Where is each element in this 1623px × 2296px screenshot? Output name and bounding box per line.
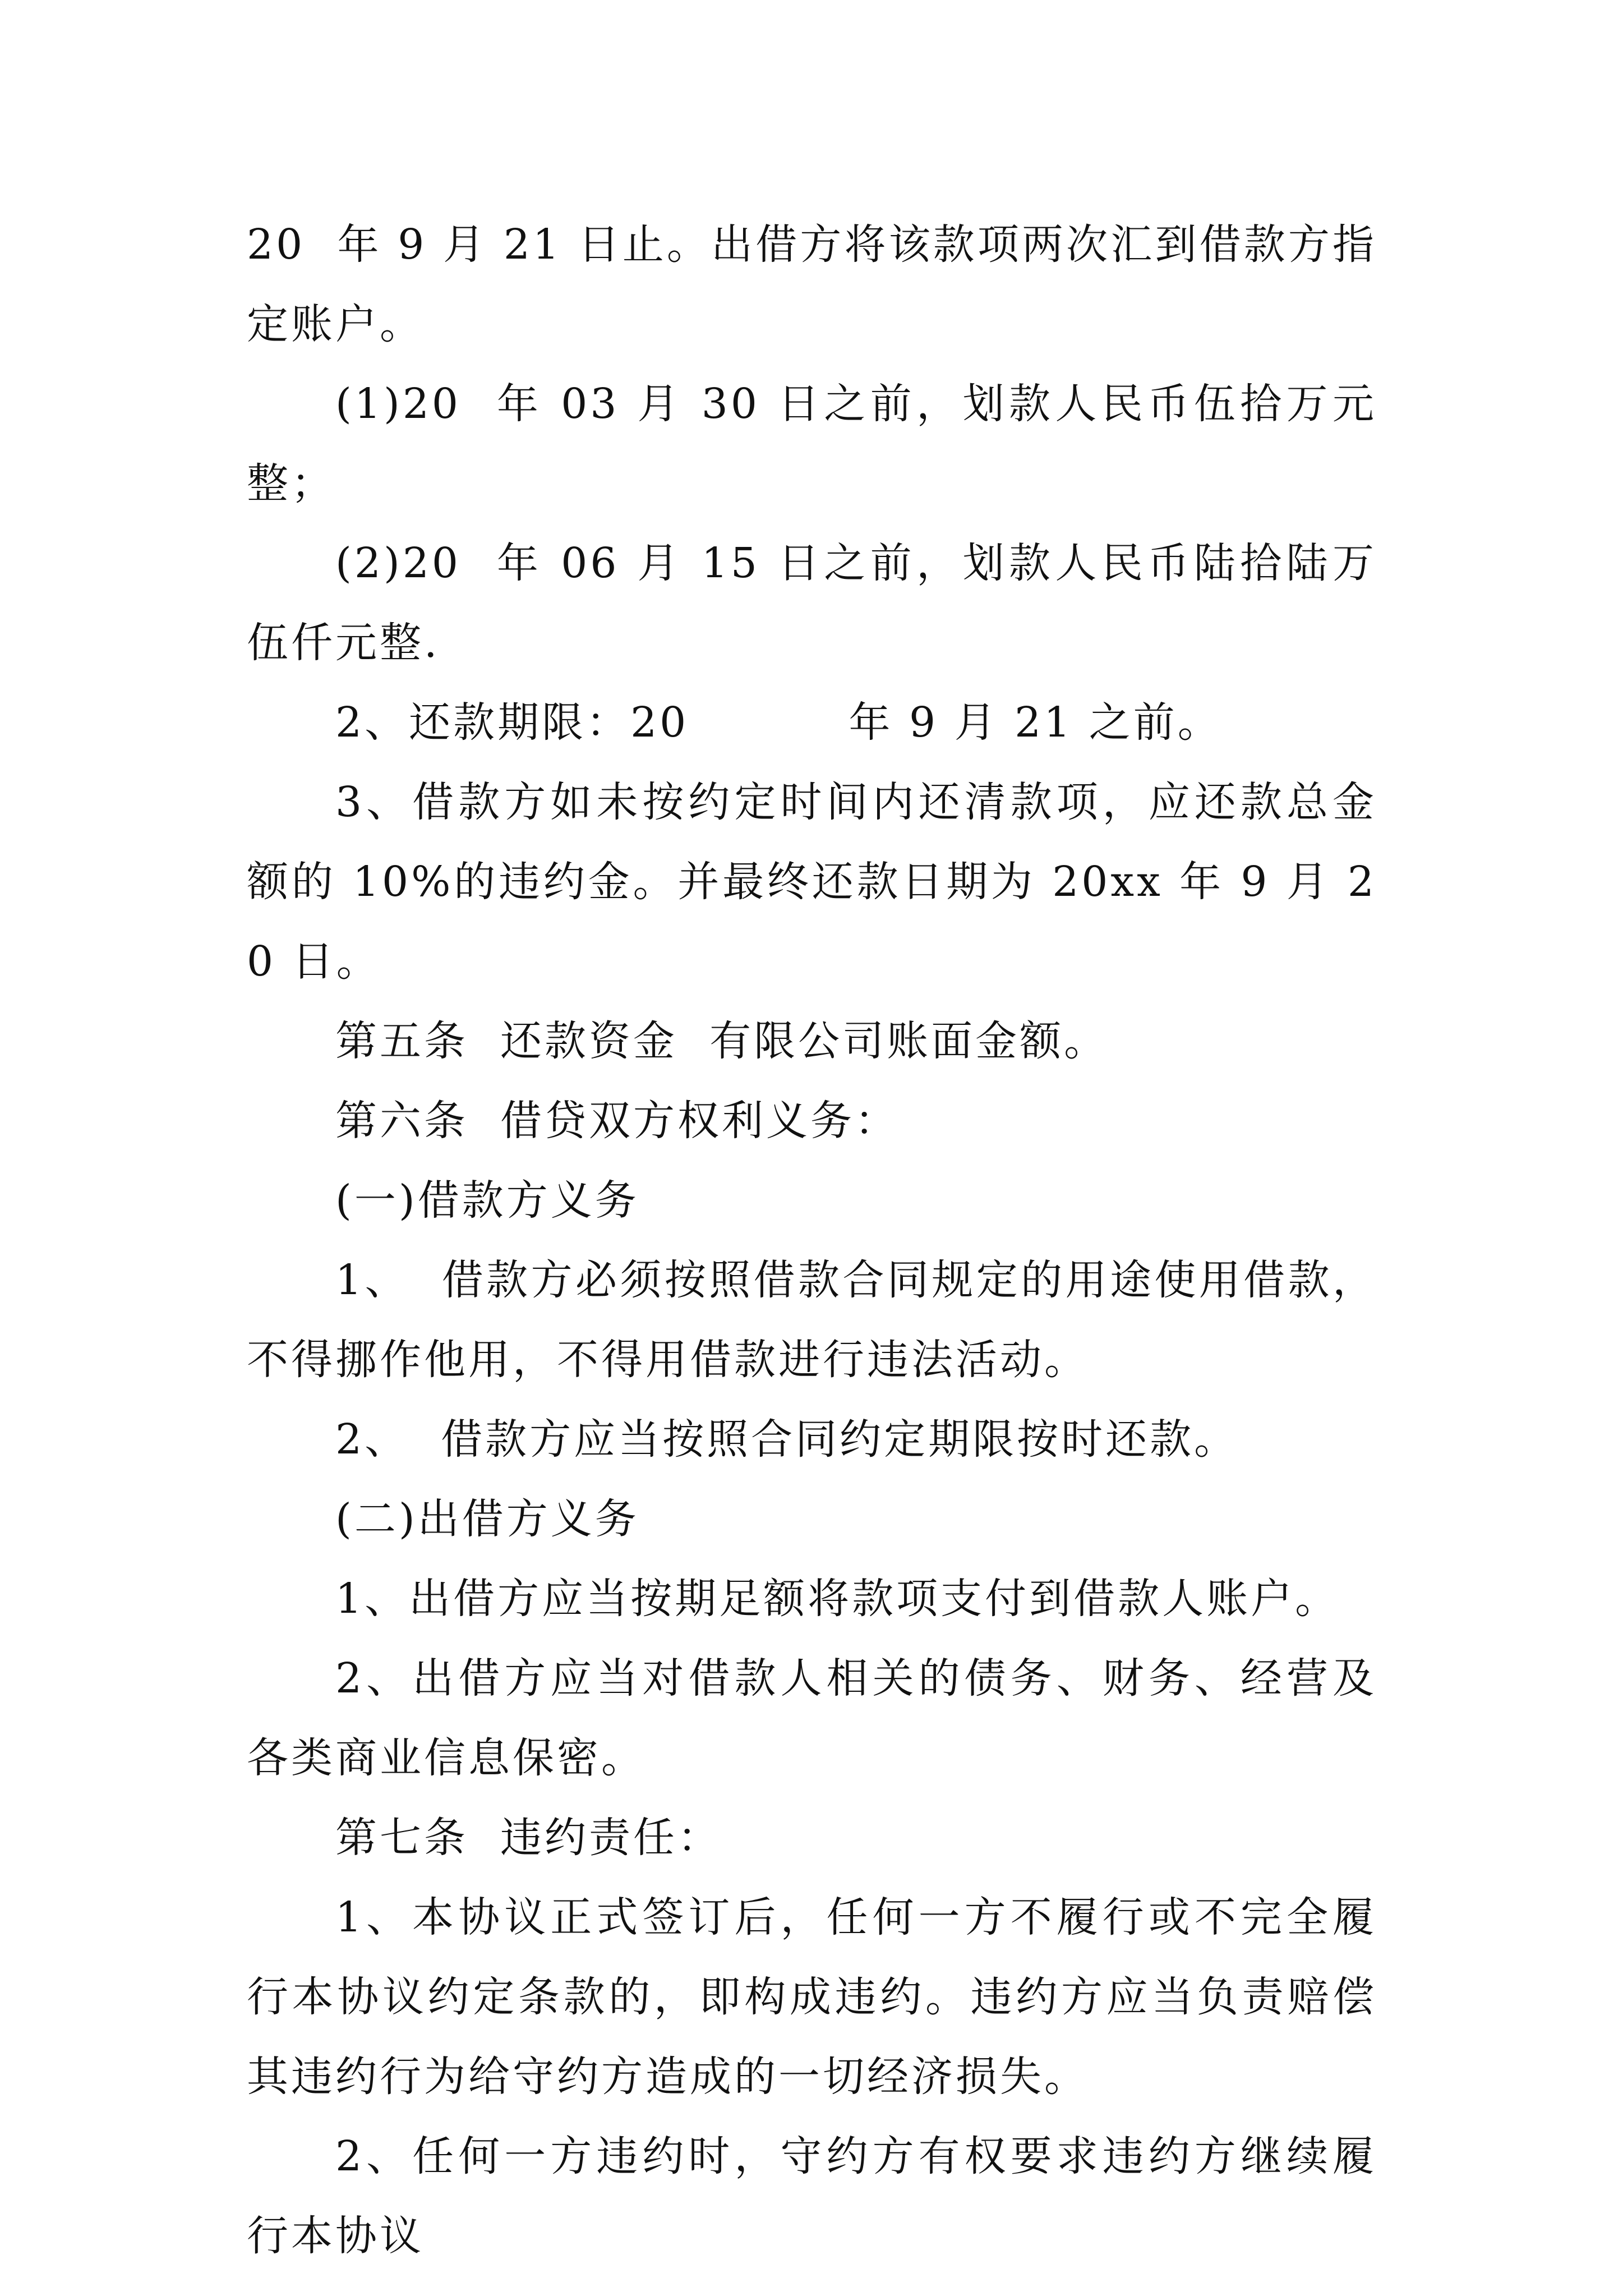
paragraph: 第六条 借贷双方权利义务： bbox=[335, 1097, 900, 1145]
paragraph: (二)出借方义务 bbox=[335, 1495, 639, 1543]
paragraph: (一)借款方义务 bbox=[335, 1176, 639, 1225]
document-body bbox=[247, 205, 1377, 2276]
paragraph: 2、出借方应当对借款人相关的债务、财务、经营及各类商业信息保密。 bbox=[247, 1654, 1377, 1782]
paragraph: (2)20 年 06 月 15 日之前，划款人民币陆拾陆万伍仟元整. bbox=[247, 539, 1377, 667]
paragraph: 2、任何一方违约时，守约方有权要求违约方继续履行本协议 bbox=[247, 2132, 1377, 2260]
paragraph: 2、 借款方应当按照合同约定期限按时还款。 bbox=[335, 1415, 1239, 1464]
paragraph: 1、 借款方必须按照借款合同规定的用途使用借款，不得挪作他用，不得用借款进行违法活动。 bbox=[247, 1256, 1377, 1384]
paragraph: 3、借款方如未按约定时间内还清款项，应还款总金额的 10%的违约金。并最终还款日期为 20xx 年 9 月 20 日。 bbox=[247, 778, 1377, 986]
paragraph: 1、本协议正式签订后，任何一方不履行或不完全履行本协议约定条款的，即构成违约。违约方应当负责赔偿其违约行为给守约方造成的一切经济损失。 bbox=[247, 1893, 1377, 2101]
paragraph: 第七条 违约责任： bbox=[335, 1814, 722, 1862]
paragraph: 20 年 9 月 21 日止。出借方将该款项两次汇到借款方指定账户。 bbox=[247, 220, 1377, 348]
paragraph: 2、还款期限：20 年 9 月 21 之前。 bbox=[335, 698, 1222, 747]
paragraph: 第五条 还款资金 有限公司账面金额。 bbox=[335, 1017, 1109, 1065]
paragraph: (1)20 年 03 月 30 日之前，划款人民币伍拾万元整； bbox=[247, 380, 1377, 508]
paragraph: 1、出借方应当按期足额将款项支付到借款人账户。 bbox=[335, 1575, 1340, 1623]
